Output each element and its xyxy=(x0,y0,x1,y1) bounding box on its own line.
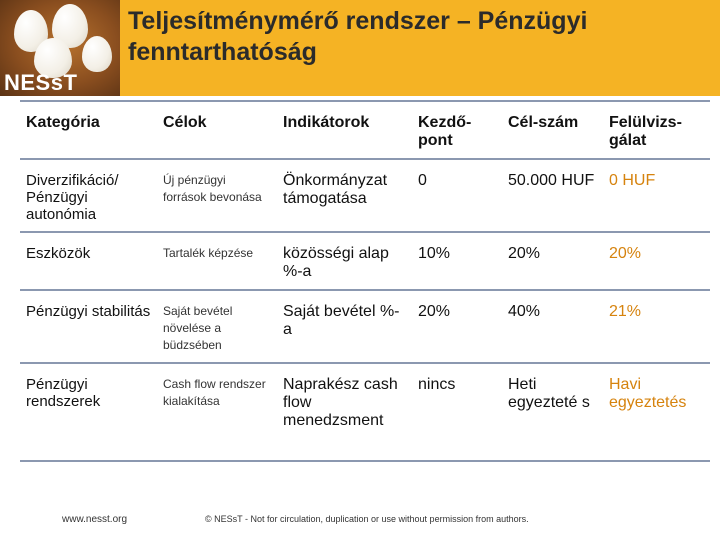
header-kezdopont: Kezdő-pont xyxy=(418,114,472,149)
cell-start: 0 xyxy=(418,172,427,189)
cell-indicator: közösségi alap %-a xyxy=(283,245,389,280)
cell-target: 20% xyxy=(508,245,541,262)
cell-start: 10% xyxy=(418,245,451,262)
header-felulvizsgalat: Felülvizs-gálat xyxy=(609,114,682,149)
header-celszam: Cél-szám xyxy=(508,114,579,131)
cell-indicator: Önkormányzat támogatása xyxy=(283,172,388,207)
cell-target: 40% xyxy=(508,303,541,320)
cell-start: 20% xyxy=(418,303,451,320)
cell-review: Havi egyeztetés xyxy=(609,376,687,411)
table-row xyxy=(20,290,710,363)
cell-category: Diverzifikáció/ Pénzügyi autonómia xyxy=(26,172,119,223)
table-row xyxy=(20,232,710,290)
header-celok: Célok xyxy=(163,114,207,131)
logo-text: NESsT xyxy=(4,70,78,95)
cell-goal: Cash flow rendszer kialakítása xyxy=(163,377,266,408)
table-row xyxy=(20,159,710,232)
cell-category: Pénzügyi stabilitás xyxy=(26,303,151,320)
header-kategoria: Kategória xyxy=(26,114,100,131)
cell-target: Heti egyezteté s xyxy=(508,376,590,411)
logo xyxy=(0,0,120,96)
page-title: Teljesítménymérő rendszer – Pénzügyi fenntarthatóság xyxy=(128,7,588,66)
cell-indicator: Naprakész cash flow menedzsment xyxy=(283,376,398,429)
header-indikatorok: Indikátorok xyxy=(283,114,370,131)
cell-goal: Saját bevétel növelése a büdzsében xyxy=(163,304,233,352)
cell-target: 50.000 HUF xyxy=(508,172,595,189)
footer-website: www.nesst.org xyxy=(62,514,128,525)
cell-indicator: Saját bevétel %-a xyxy=(283,303,400,338)
cell-goal: Új pénzügyi források bevonása xyxy=(163,173,262,204)
cell-review: 20% xyxy=(609,245,642,262)
cell-review: 0 HUF xyxy=(609,172,656,189)
cell-review: 21% xyxy=(609,303,642,320)
performance-table xyxy=(20,100,710,462)
footer-copyright: © NESsT - Not for circulation, duplication or use without permission from authors. xyxy=(205,514,529,524)
table-header-row xyxy=(20,101,710,159)
cell-start: nincs xyxy=(418,376,456,393)
table-row xyxy=(20,363,710,461)
cell-category: Eszközök xyxy=(26,245,91,262)
cell-category: Pénzügyi rendszerek xyxy=(26,376,101,410)
cell-goal: Tartalék képzése xyxy=(163,246,254,260)
